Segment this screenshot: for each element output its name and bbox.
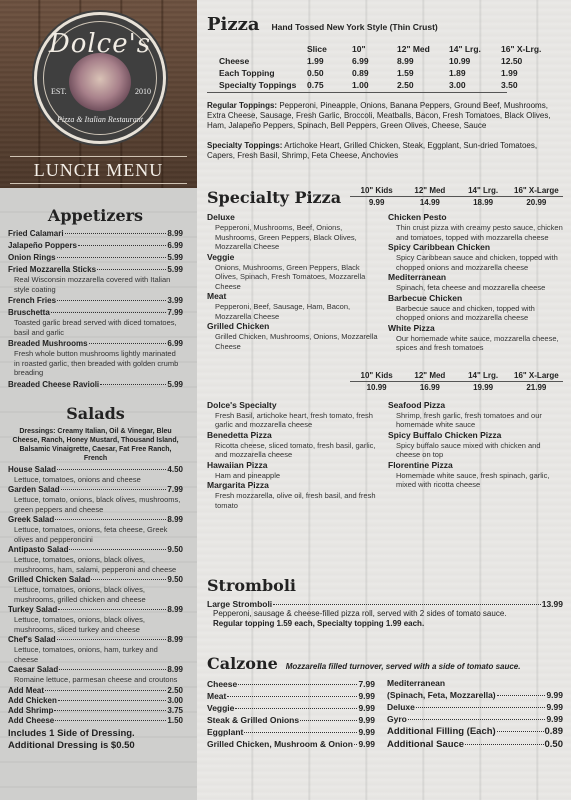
logo-est: EST.	[51, 87, 67, 96]
item-price: 8.99	[167, 229, 183, 238]
item-price: 3.99	[167, 296, 183, 305]
item-name: Additional Sauce	[387, 739, 465, 750]
logo-year: 2010	[135, 87, 151, 96]
pizza-size-header: 16" X-Lrg.	[501, 44, 542, 54]
menu-item-row	[8, 253, 183, 263]
pizza-size-header: 10"	[352, 44, 366, 54]
pizza-description: Fresh Basil, artichoke heart, fresh tomato, fresh garlic and mozzarella cheese	[215, 410, 373, 429]
calzone-left-list	[207, 678, 375, 751]
calzone-section	[207, 654, 563, 751]
pizza-description: Spinach, feta cheese and mozzarella cheese	[396, 283, 546, 292]
leader-dots	[354, 744, 358, 745]
pizza-price: 10.99	[449, 56, 471, 66]
pizza-name: Mediterranean	[388, 272, 447, 282]
leader-dots	[55, 720, 166, 721]
specialty-prices-1	[350, 198, 563, 207]
item-name: Grilled Chicken, Mushroom & Onion	[207, 739, 353, 749]
menu-item-row	[8, 665, 183, 675]
item-description: Lettuce, tomatoes, onions, feta cheese, Greek olives and pepperoncini	[14, 525, 168, 544]
pizza-name: Benedetta Pizza	[207, 429, 272, 440]
pizza-name: White Pizza	[388, 322, 435, 333]
pizza-name: Spicy Caribbean Chicken	[388, 242, 491, 252]
pizza-name: Veggie	[207, 251, 235, 262]
specialty-right-2	[388, 400, 563, 511]
left-column	[0, 0, 197, 800]
pizza-name: Grilled Chicken	[207, 321, 270, 331]
pizza-row-label: Specialty Toppings	[219, 80, 297, 90]
pizza-description: Shrimp, fresh garlic, fresh tomatoes and our homemade white sauce	[396, 410, 542, 429]
pizza-price: 8.99	[397, 56, 414, 66]
item-price: 6.99	[167, 339, 183, 348]
item-name: Bruschetta	[8, 308, 50, 317]
leader-dots	[465, 744, 543, 745]
specialty-price: 21.99	[526, 382, 547, 392]
calzone-subtitle: Mozzarella filled turnover, served with a side of tomato sauce.	[285, 662, 521, 671]
menu-item-row	[8, 706, 183, 716]
specialty-price: 18.99	[473, 198, 494, 207]
item-description: Lettuce, tomatoes, onions, ham, turkey and cheese	[14, 645, 158, 664]
leader-dots	[57, 469, 166, 470]
item-name: Eggplant	[207, 727, 244, 737]
leader-dots	[69, 549, 166, 550]
specialty-sizes-1	[350, 186, 563, 195]
item-name: Veggie	[207, 703, 235, 713]
pizza-price: 0.89	[352, 68, 369, 78]
item-price: 4.50	[167, 464, 183, 474]
pizza-size-header: 14" Lrg.	[449, 44, 481, 54]
pizza-price: 1.00	[352, 80, 369, 90]
pizza-description: Pepperoni, Mushrooms, Beef, Onions, Mushrooms, Green Peppers, Black Olives, Mozzarella Cheese	[215, 223, 357, 251]
appetizer-list	[8, 229, 183, 390]
item-name: Steak & Grilled Onions	[207, 715, 300, 725]
pizza-name: Deluxe	[207, 212, 235, 222]
item-price: 9.99	[546, 702, 563, 712]
regular-toppings-text: Pepperoni, Pineapple, Onions, Banana Peppers, Ground Beef, Mushrooms, Extra Cheese, Sausage, Fresh Garlic, Broccoli, Meatballs, Bacon, Fresh Tomatoes, Black Olives, Ham, Jalapeño Peppers, Spinach, Bell Peppers, Green Olives, Cheese, Sauce	[207, 101, 551, 130]
pizza-description: Pepperoni, Beef, Sausage, Ham, Bacon, Mozzarella Cheese	[215, 302, 351, 321]
regular-toppings-label: Regular Toppings:	[207, 101, 278, 110]
divider	[10, 156, 187, 157]
pizza-description: Spicy buffalo sauce mixed with chicken and cheese on top	[396, 440, 541, 459]
specialty-price: 16.99	[419, 382, 440, 392]
calzone-title: Calzone	[207, 654, 278, 673]
specialty-sizes-2	[350, 371, 563, 380]
item-name: Gyro	[387, 714, 407, 724]
stromboli-row	[207, 599, 563, 609]
pizza-section	[207, 14, 563, 161]
pizza-description: Homemade white sauce, fresh spinach, garlic, mixed with ricotta cheese	[396, 470, 550, 489]
item-price: 8.99	[167, 605, 183, 614]
item-name: Grilled Chicken Salad	[8, 575, 91, 584]
item-price: 5.99	[167, 253, 183, 262]
item-price: 5.99	[167, 265, 183, 274]
leader-dots	[58, 700, 167, 701]
pizza-description: Our homemade white sauce, mozzarella cheese, spices and fresh tomatoes	[396, 333, 559, 352]
menu-item-row	[8, 265, 183, 275]
pizza-size-header: 12" Med	[397, 44, 430, 54]
leader-dots	[91, 579, 166, 580]
specialty-size: 12" Med	[414, 186, 446, 195]
dressings-text: Dressings: Creamy Italian, Oil & Vinegar, Bleu Cheese, Ranch, Honey Mustard, Thousand Island, Balsamic Vinaigrette, Caesar, Fat Free Ranch, French	[12, 427, 179, 462]
menu-item-row	[8, 686, 183, 696]
pizza-subtitle: Hand Tossed New York Style (Thin Crust)	[271, 22, 438, 32]
pizza-price-table	[207, 43, 553, 91]
specialty-size: 12" Med	[414, 370, 446, 380]
item-description: Real Wisconsin mozzarella covered with Italian style coating	[14, 275, 171, 294]
divider	[10, 183, 187, 184]
menu-item-row	[8, 296, 183, 306]
menu-item-row	[207, 714, 375, 726]
pizza-name: Florentine Pizza	[388, 459, 453, 470]
specialty-price: 10.99	[366, 382, 387, 392]
addon-list	[8, 686, 183, 726]
pizza-price: 1.89	[449, 68, 466, 78]
item-price: 0.89	[544, 726, 563, 737]
specialty-left-1	[207, 212, 382, 353]
pizza-price: 3.50	[501, 80, 518, 90]
menu-item-row	[387, 713, 563, 725]
stromboli-title: Stromboli	[207, 576, 296, 595]
leader-dots	[57, 639, 167, 640]
menu-item-row	[207, 726, 375, 738]
item-name: Deluxe	[387, 702, 415, 712]
pizza-price: 12.50	[501, 56, 523, 66]
leader-dots	[238, 684, 357, 685]
specialty-size: 16" X-Large	[514, 370, 559, 380]
pizza-name: Margarita Pizza	[207, 480, 269, 490]
pizza-title: Pizza	[207, 14, 260, 35]
leader-dots	[61, 489, 167, 490]
menu-item-row	[207, 702, 375, 714]
pizza-description: Grilled Chicken, Mushrooms, Onions, Mozzarella Cheese	[215, 332, 378, 351]
item-name: Cheese	[207, 679, 238, 689]
item-name: Fried Calamari	[8, 229, 64, 238]
divider	[350, 196, 563, 197]
item-price: 8.99	[167, 635, 183, 644]
pizza-name: Meat	[207, 291, 227, 301]
item-price: 9.99	[358, 739, 375, 749]
pizza-description: Ricotta cheese, sliced tomato, fresh basil, garlic, and mozzarella cheese	[215, 440, 376, 459]
salad-list	[8, 465, 183, 685]
specialty-pizza-section	[207, 186, 563, 510]
leader-dots	[497, 731, 544, 732]
leader-dots	[235, 708, 357, 709]
pizza-price: 3.00	[449, 80, 466, 90]
pizza-name: Chicken Pesto	[388, 212, 447, 222]
logo-name: Dolce's	[48, 29, 152, 59]
menu-item-row	[387, 689, 563, 701]
specialty-pizza-title: Specialty Pizza	[207, 188, 342, 207]
item-name: Add Chicken	[8, 695, 57, 705]
stromboli-section	[207, 576, 563, 629]
pizza-name: Spicy Buffalo Chicken Pizza	[388, 429, 502, 440]
pizza-description: Fresh mozzarella, olive oil, fresh basil, and fresh tomato	[215, 491, 376, 510]
menu-item-row	[207, 738, 375, 750]
leader-dots	[227, 696, 357, 697]
item-name: Meat	[207, 691, 227, 701]
pizza-size-header	[207, 43, 307, 55]
item-price: 5.99	[167, 379, 183, 389]
pizza-price: 1.99	[501, 68, 518, 78]
left-menu-panel	[0, 188, 197, 800]
menu-item-row	[8, 308, 183, 318]
item-name: Turkey Salad	[8, 605, 58, 614]
item-price: 1.50	[167, 715, 183, 725]
menu-item-row	[8, 635, 183, 645]
item-name: Antipasto Salad	[8, 545, 69, 554]
menu-item-row	[8, 241, 183, 251]
pizza-description: Thin crust pizza with creamy pesto sauce, chicken and tomatoes, topped with mozzarella cheese	[396, 223, 563, 242]
item-name: Add Cheese	[8, 715, 55, 725]
dressing-note-2: Additional Dressing is $0.50	[8, 739, 135, 751]
item-price: 7.99	[167, 485, 183, 494]
stromboli-note: Regular topping 1.59 each, Specialty topping 1.99 each.	[213, 619, 425, 628]
menu-item-row	[8, 515, 183, 525]
menu-item-row	[387, 701, 563, 713]
pizza-row-label: Cheese	[219, 56, 250, 66]
menu-item-row	[207, 678, 375, 690]
pizza-price: 2.50	[397, 80, 414, 90]
pizza-price: 1.99	[307, 56, 324, 66]
item-name: Breaded Cheese Ravioli	[8, 379, 100, 389]
regular-toppings	[207, 101, 563, 131]
item-description: Lettuce, tomatoes, onions, black olives, mushrooms, grilled chicken and cheese	[14, 585, 146, 604]
specialty-size: 14" Lrg.	[468, 370, 499, 380]
pizza-description: Ham and pineapple	[215, 470, 281, 480]
item-price: 9.99	[358, 691, 375, 701]
specialty-toppings-text: Artichoke Heart, Grilled Chicken, Steak, Eggplant, Sun-dried Tomatoes, Capers, Fresh Basil, Shrimp, Feta Cheese, Anchovies	[207, 141, 538, 160]
item-name: Greek Salad	[8, 515, 55, 524]
restaurant-logo	[34, 12, 166, 144]
leader-dots	[51, 312, 167, 313]
leader-dots	[408, 719, 546, 720]
menu-item-row	[207, 690, 375, 702]
leader-dots	[300, 720, 357, 721]
item-description: Lettuce, tomato, onions, black olives, mushrooms, green peppers and cheese	[14, 495, 181, 514]
pizza-size-header: Slice	[307, 44, 327, 54]
pizza-description: Spicy Caribbean sauce and chicken, topped with chopped onions and mozzarella cheese	[396, 253, 558, 272]
item-name: Fried Mozzarella Sticks	[8, 265, 97, 274]
stromboli-desc: Pepperoni, sausage & cheese-filled pizza roll, served with 2 sides of tomato sauce.	[213, 609, 507, 618]
item-name: Onion Rings	[8, 253, 56, 262]
specialty-size: 16" X-Large	[514, 186, 559, 195]
item-name: Breaded Mushrooms	[8, 339, 88, 348]
menu-item-row	[387, 738, 563, 751]
stromboli-price: 13.99	[541, 599, 563, 609]
pizza-price: 6.99	[352, 56, 369, 66]
specialty-size: 14" Lrg.	[468, 186, 499, 195]
pizza-row-label: Each Topping	[219, 68, 275, 78]
leader-dots	[416, 707, 546, 708]
specialty-right-1	[388, 212, 563, 353]
calzone-right-list	[387, 689, 563, 751]
item-name: Chef's Salad	[8, 635, 56, 644]
specialty-price: 20.99	[526, 198, 547, 207]
leader-dots	[78, 245, 167, 246]
leader-dots	[97, 269, 166, 270]
item-price: 2.50	[167, 685, 183, 695]
specialty-toppings-label: Specialty Toppings:	[207, 141, 283, 150]
stromboli-name: Large Stromboli	[207, 599, 273, 609]
leader-dots	[497, 695, 546, 696]
logo-photo	[69, 53, 131, 111]
item-price: 3.00	[167, 695, 183, 705]
leader-dots	[244, 732, 357, 733]
leader-dots	[45, 690, 166, 691]
pizza-name: Seafood Pizza	[388, 399, 446, 410]
specialty-left-2	[207, 400, 382, 511]
item-price: 9.99	[358, 715, 375, 725]
specialty-price: 9.99	[368, 198, 385, 207]
item-price: 9.99	[546, 690, 563, 700]
pizza-description: Onions, Mushrooms, Green Peppers, Black Olives, Spinach, Fresh Tomatoes, Mozzarella Cheese	[215, 262, 366, 291]
menu-item-row	[8, 696, 183, 706]
menu-item-row	[387, 725, 563, 738]
item-name: House Salad	[8, 464, 57, 474]
calzone-mediterranean: Mediterranean	[387, 678, 446, 688]
item-description: Fresh whole button mushrooms lightly marinated in roasted garlic, then breaded with golden crumb breading	[14, 349, 179, 377]
specialty-prices-2	[350, 383, 563, 392]
leader-dots	[55, 519, 166, 520]
item-price: 0.50	[544, 739, 563, 750]
item-name: Add Meat	[8, 685, 44, 695]
item-price: 9.99	[358, 727, 375, 737]
menu-item-row	[8, 380, 183, 390]
leader-dots	[100, 384, 166, 385]
pizza-price: 0.50	[307, 68, 324, 78]
menu-item-row	[8, 575, 183, 585]
leader-dots	[89, 343, 167, 344]
pizza-price: 1.59	[397, 68, 414, 78]
item-price: 9.99	[546, 714, 563, 724]
leader-dots	[65, 233, 167, 234]
leader-dots	[54, 710, 166, 711]
menu-item-row	[8, 485, 183, 495]
menu-item-row	[8, 339, 183, 349]
menu-item-row	[8, 545, 183, 555]
specialty-toppings	[207, 141, 563, 161]
menu-item-row	[8, 605, 183, 615]
pizza-price: 0.75	[307, 80, 324, 90]
divider	[207, 92, 507, 93]
item-description: Lettuce, tomatoes, onions, black olives, mushrooms, sliced turkey and cheese	[14, 615, 145, 634]
leader-dots	[58, 609, 166, 610]
item-price: 9.50	[167, 545, 183, 554]
right-menu-panel	[197, 0, 571, 800]
pizza-name: Hawaiian Pizza	[207, 459, 268, 470]
appetizers-title: Appetizers	[47, 206, 144, 225]
logo-subtitle: Pizza & Italian Restaurant	[57, 115, 143, 124]
specialty-size: 10" Kids	[360, 370, 393, 380]
item-price: 7.99	[167, 308, 183, 317]
leader-dots	[57, 300, 166, 301]
lunch-menu-title: LUNCH MENU	[33, 160, 164, 180]
pizza-name: Dolce's Specialty	[207, 399, 277, 410]
item-name: Additional Filling (Each)	[387, 726, 496, 737]
specialty-price: 19.99	[473, 382, 494, 392]
item-price: 8.99	[167, 665, 183, 674]
salads-title: Salads	[66, 403, 125, 423]
item-price: 3.75	[167, 705, 183, 715]
item-name: Jalapeño Poppers	[8, 241, 77, 250]
item-description: Toasted garlic bread served with diced tomatoes, basil and garlic	[14, 318, 177, 337]
menu-item-row	[8, 716, 183, 726]
item-price: 9.50	[167, 575, 183, 584]
item-description: Lettuce, tomatoes, onions, black olives, mushrooms, ham, salami, pepperoni and cheese	[14, 555, 177, 574]
item-name: (Spinach, Feta, Mozzarella)	[387, 690, 496, 700]
pizza-name: Barbecue Chicken	[388, 292, 463, 303]
item-description: Lettuce, tomatoes, onions and cheese	[14, 474, 141, 484]
item-name: French Fries	[8, 296, 57, 305]
menu-item-row	[8, 465, 183, 475]
brand-header	[0, 0, 197, 188]
leader-dots	[57, 257, 167, 258]
item-price: 9.99	[358, 703, 375, 713]
item-price: 6.99	[167, 241, 183, 250]
pizza-description: Barbecue sauce and chicken, topped with chopped onions and mozzarella cheese	[396, 303, 535, 322]
item-name: Caesar Salad	[8, 665, 59, 674]
item-description: Romaine lettuce, parmesan cheese and croutons	[14, 675, 178, 684]
item-name: Add Shrimp	[8, 705, 54, 715]
menu-item-row	[8, 229, 183, 239]
dressing-note-1: Includes 1 Side of Dressing.	[8, 727, 135, 739]
item-price: 7.99	[358, 679, 375, 689]
specialty-price: 14.99	[419, 198, 440, 207]
specialty-size: 10" Kids	[360, 186, 393, 195]
item-price: 8.99	[167, 515, 183, 524]
item-name: Garden Salad	[8, 485, 60, 494]
divider	[350, 381, 563, 382]
leader-dots	[59, 669, 166, 670]
